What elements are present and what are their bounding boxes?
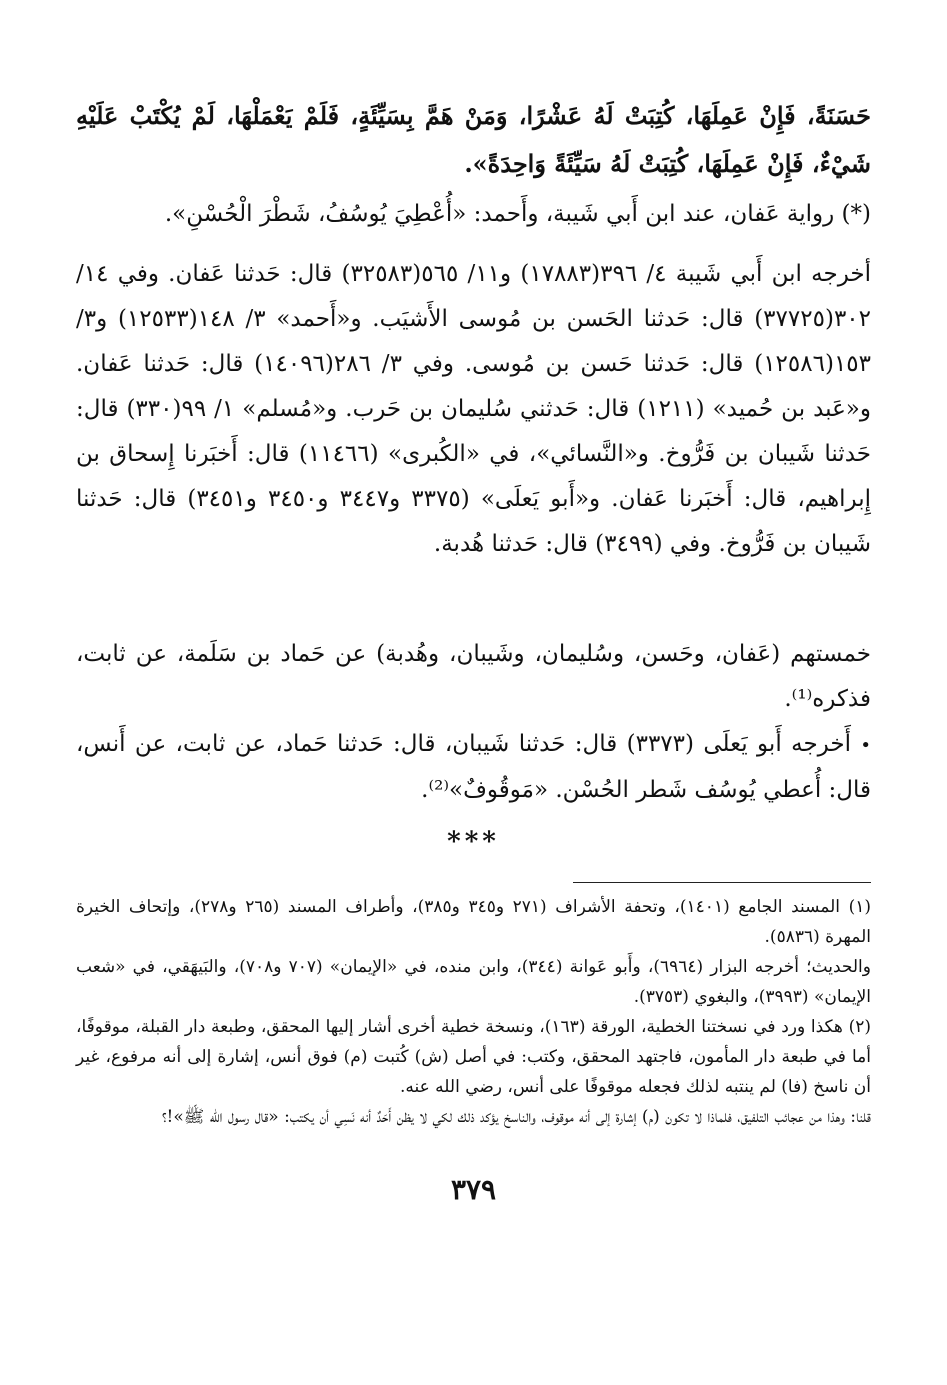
- bullet-icon: •: [860, 735, 871, 756]
- page-number: ٣٧٩: [450, 1173, 497, 1206]
- khamsatuhum-paragraph: خمستهم (عَفان، وحَسن، وسُليمان، وشَيبان، وهُدبة) عن حَماد بن سَلَمة، عن ثابت، فذكره⁽¹⁾.: [76, 641, 871, 712]
- footnote-2-continuation: قلنا: وهذا من عجائب التلفيق، فلماذا لا تكون (م) إشارة إلى أنه موقوف، والناسخ يؤكد ذلك لكي لا يظن أَحَدٌ أنه نَسِي أن يكتب: «قال رسول الله ﷺ»!؟: [161, 1107, 871, 1127]
- section-separator: ***: [447, 827, 500, 857]
- footnote-divider: [573, 882, 871, 883]
- footnote-2: (٢) هكذا ورد في نسختنا الخطية، الورقة (١٦٣)، ونسخة خطية أخرى أشار إليها المحقق، وطبعة دار القبلة، موقوفًا، أما في طبعة دار المأمون، فاجتهد المحقق، وكتب: في أصل (ش) كُتبت (م) فوق أنس، إشارة إلى أنه مرفوع، غير أن ناسخ (فا) لم ينتبه لذلك فجعله موقوفًا على أنس، رضي الله عنه.: [76, 1017, 872, 1097]
- footnote-1-continuation: والحديث؛ أخرجه البزار (٦٩٦٤)، وأَبو عَوانة (٣٤٤)، وابن منده، في «الإيمان» (٧٠٧ و٧٠٨)، والبَيهَقي، في «شعب الإيمان» (٣٩٩٣)، والبغوي (٣٧٥٣).: [76, 957, 871, 1007]
- footnotes: [76, 892, 871, 1132]
- mawquf-text: أَخرجه أَبو يَعلَى (٣٣٧٣) قال: حَدثنا شَيبان، قال: حَدثنا حَماد، عن ثابت، عن أَنس، قال: أُعطي يُوسُف شَطر الحُسْن. «مَوقُوفٌ»⁽²⁾.: [76, 731, 871, 803]
- hadith-text: حَسَنَةً، فَإِنْ عَمِلَهَا، كُتِبَتْ لَهُ عَشْرًا، وَمَنْ هَمَّ بِسَيِّئَةٍ، فَلَمْ يَعْمَلْهَا، لَمْ يُكْتَبْ عَلَيْهِ شَيْءٌ، فَإِنْ عَمِلَهَا، كُتِبَتْ لَهُ سَيِّئَةً وَاحِدَةً».: [76, 101, 871, 178]
- footnote-1: (١) المسند الجامع (١٤٠١)، وتحفة الأشراف (٢٧١ و٣٤٥ و٣٨٥)، وأطراف المسند (٢٦٥ و٢٧٨)، وإتحاف الخيرة المهرة (٥٨٣٦).: [76, 897, 872, 947]
- riwaya-note: (*) رواية عَفان، عند ابن أَبي شَيبة، وأَحمد: «أُعْطِيَ يُوسُفُ، شَطْرَ الْحُسْنِ».: [164, 201, 871, 227]
- mawquf-paragraph: [76, 722, 871, 813]
- book-page: [0, 92, 947, 1372]
- takhrij-paragraph: أخرجه ابن أَبي شَيبة ٤/ ٣٩٦(١٧٨٨٣) و١١/ ٥٦٥(٣٢٥٨٣) قال: حَدثنا عَفان. وفي ١٤/ ٣٠٢(٣٧٧٢٥) قال: حَدثنا الحَسن بن مُوسى الأَشيَب. و«أَحمد» ٣/ ١٤٨(١٢٥٣٣) و٣/ ١٥٣(١٢٥٨٦) قال: حَدثنا حَسن بن مُوسى. وفي ٣/ ٢٨٦(١٤٠٩٦) قال: حَدثنا عَفان. و«عَبد بن حُميد» (١٢١١) قال: حَدثني سُليمان بن حَرب. و«مُسلم» ١/ ٩٩(٣٣٠) قال: حَدثنا شَيبان بن فَرُّوخ. و«النَّسائي»، في «الكُبرى» (١١٤٦٦) قال: أَخبَرنا إِسحاق بن إِبراهيم، قال: أَخبَرنا عَفان. و«أَبو يَعلَى» (٣٣٧٥ و٣٤٤٧ و٣٤٥٠ و٣٤٥١) قال: حَدثنا شَيبان بن فَرُّوخ. وفي (٣٤٩٩) قال: حَدثنا هُدبة.: [76, 261, 872, 557]
